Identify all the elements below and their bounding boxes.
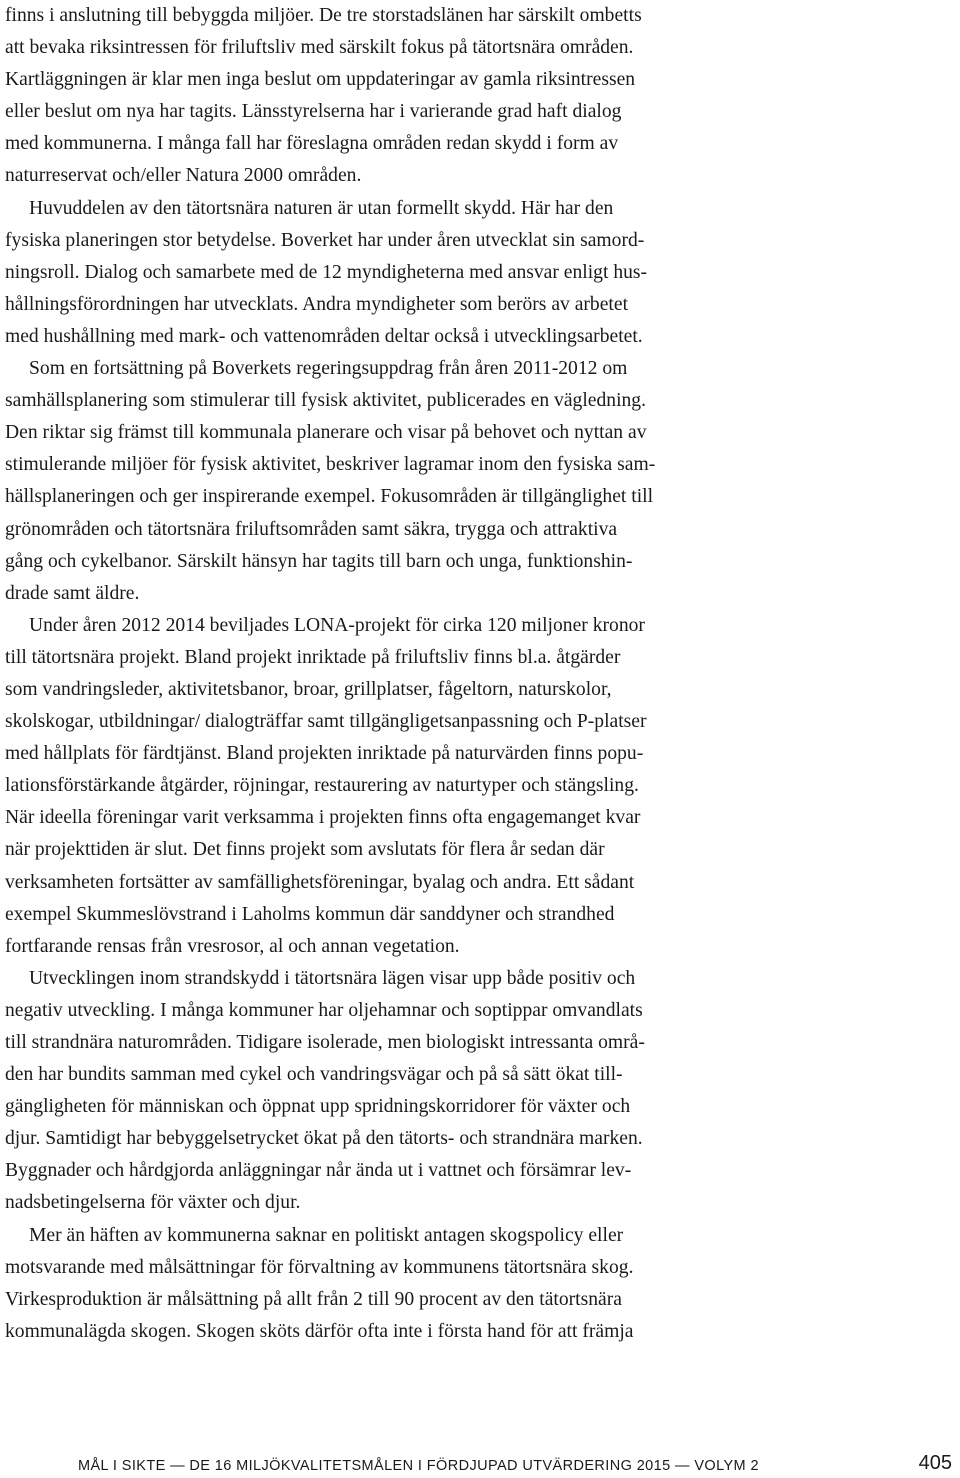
text-line: skolskogar, utbildningar/ dialogträffar samt tillgängligetsanpassning och P-platser [5, 711, 647, 733]
text-line: till tätortsnära projekt. Bland projekt inriktade på friluftsliv finns bl.a. åtgärder [5, 646, 621, 668]
text-line: gång och cykelbanor. Särskilt hänsyn har tagits till barn och unga, funktionshin- [5, 550, 633, 572]
text-line: nadsbetingelserna för växter och djur. [5, 1192, 301, 1214]
text-line: att bevaka riksintressen för friluftsliv med särskilt fokus på tätortsnära områden. [5, 37, 634, 59]
text-line: Under åren 2012 2014 beviljades LONA-projekt för cirka 120 miljoner kronor [29, 614, 645, 636]
text-line: när projekttiden är slut. Det finns projekt som avslutats för flera år sedan där [5, 839, 605, 861]
text-line: fysiska planeringen stor betydelse. Boverket har under åren utvecklat sin samord- [5, 229, 645, 251]
text-line: Som en fortsättning på Boverkets regeringsuppdrag från åren 2011-2012 om [29, 358, 628, 380]
text-line: gängligheten för människan och öppnat upp spridningskorridorer för växter och [5, 1096, 631, 1118]
text-line: naturreservat och/eller Natura 2000 områden. [5, 165, 362, 187]
text-line: grönområden och tätortsnära friluftsområden samt säkra, trygga och attraktiva [5, 518, 618, 540]
page-number: 405 [918, 1452, 952, 1474]
text-line: eller beslut om nya har tagits. Länsstyrelserna har i varierande grad haft dialog [5, 101, 622, 123]
text-line: ningsroll. Dialog och samarbete med de 12 myndigheterna med ansvar enligt hus- [5, 261, 648, 283]
text-line: till strandnära naturområden. Tidigare isolerade, men biologiskt intressanta områ- [5, 1032, 645, 1053]
text-line: finns i anslutning till bebyggda miljöer. De tre storstadslänen har särskilt ombetts [5, 5, 642, 26]
text-line: Mer än häften av kommunerna saknar en politiskt antagen skogspolicy eller [29, 1224, 624, 1246]
document-page [5, 0, 813, 1348]
text-line: med hållplats för färdtjänst. Bland projekten inriktade på naturvärden finns popu- [5, 743, 644, 765]
text-line: stimulerande miljöer för fysisk aktivitet, beskriver lagramar inom den fysiska sam- [5, 454, 656, 476]
text-line: Den riktar sig främst till kommunala planerare och visar på behovet och nyttan av [5, 422, 647, 444]
text-line: djur. Samtidigt har bebyggelsetrycket ökat på den tätorts- och strandnära marken. [5, 1128, 643, 1150]
body-text [5, 0, 813, 1348]
text-line: Kartläggningen är klar men inga beslut om uppdateringar av gamla riksintressen [5, 69, 636, 91]
text-line: Byggnader och hårdgjorda anläggningar når ända ut i vattnet och försämrar lev- [5, 1160, 632, 1182]
text-line: med hushållning med mark- och vattenområden deltar också i utvecklingsarbetet. [5, 325, 643, 347]
text-line: hållningsförordningen har utvecklats. Andra myndigheter som berörs av arbetet [5, 293, 629, 315]
page-footer [0, 1448, 960, 1478]
text-line: Huvuddelen av den tätortsnära naturen är utan formellt skydd. Här har den [29, 197, 614, 219]
text-line: den har bundits samman med cykel och vandringsvägar och på så sätt ökat till- [5, 1064, 623, 1086]
text-line: fortfarande rensas från vresrosor, al och annan vegetation. [5, 935, 460, 957]
text-line: Virkesproduktion är målsättning på allt från 2 till 90 procent av den tätortsnära [5, 1288, 622, 1310]
text-line: motsvarande med målsättningar för förvaltning av kommunens tätortsnära skog. [5, 1256, 634, 1278]
text-line: som vandringsleder, aktivitetsbanor, broar, grillplatser, fågeltorn, naturskolor, [5, 678, 612, 700]
text-line: Utvecklingen inom strandskydd i tätortsnära lägen visar upp både positiv och [29, 967, 636, 989]
text-line: drade samt äldre. [5, 582, 140, 604]
text-line: hällsplaneringen och ger inspirerande exempel. Fokusområden är tillgänglighet till [5, 486, 654, 508]
text-line: verksamheten fortsätter av samfällighetsföreningar, byalag och andra. Ett sådant [5, 871, 635, 893]
text-line: lationsförstärkande åtgärder, röjningar, restaurering av naturtyper och stängsling. [5, 775, 639, 797]
text-line: exempel Skummeslövstrand i Laholms kommun där sanddyner och strandhed [5, 903, 615, 925]
text-line: negativ utveckling. I många kommuner har oljehamnar och soptippar omvandlats [5, 999, 643, 1021]
text-line: kommunalägda skogen. Skogen sköts därför ofta inte i första hand för att främja [5, 1320, 634, 1342]
text-line: När ideella föreningar varit verksamma i projekten finns ofta engagemanget kvar [5, 807, 641, 829]
text-line: samhällsplanering som stimulerar till fysisk aktivitet, publicerades en vägledning. [5, 390, 647, 412]
text-line: med kommunerna. I många fall har föreslagna områden redan skydd i form av [5, 133, 619, 155]
running-title: MÅL I SIKTE — DE 16 MILJÖKVALITETSMÅLEN I FÖRDJUPAD UTVÄRDERING 2015 — VOLYM 2 [78, 1458, 759, 1474]
